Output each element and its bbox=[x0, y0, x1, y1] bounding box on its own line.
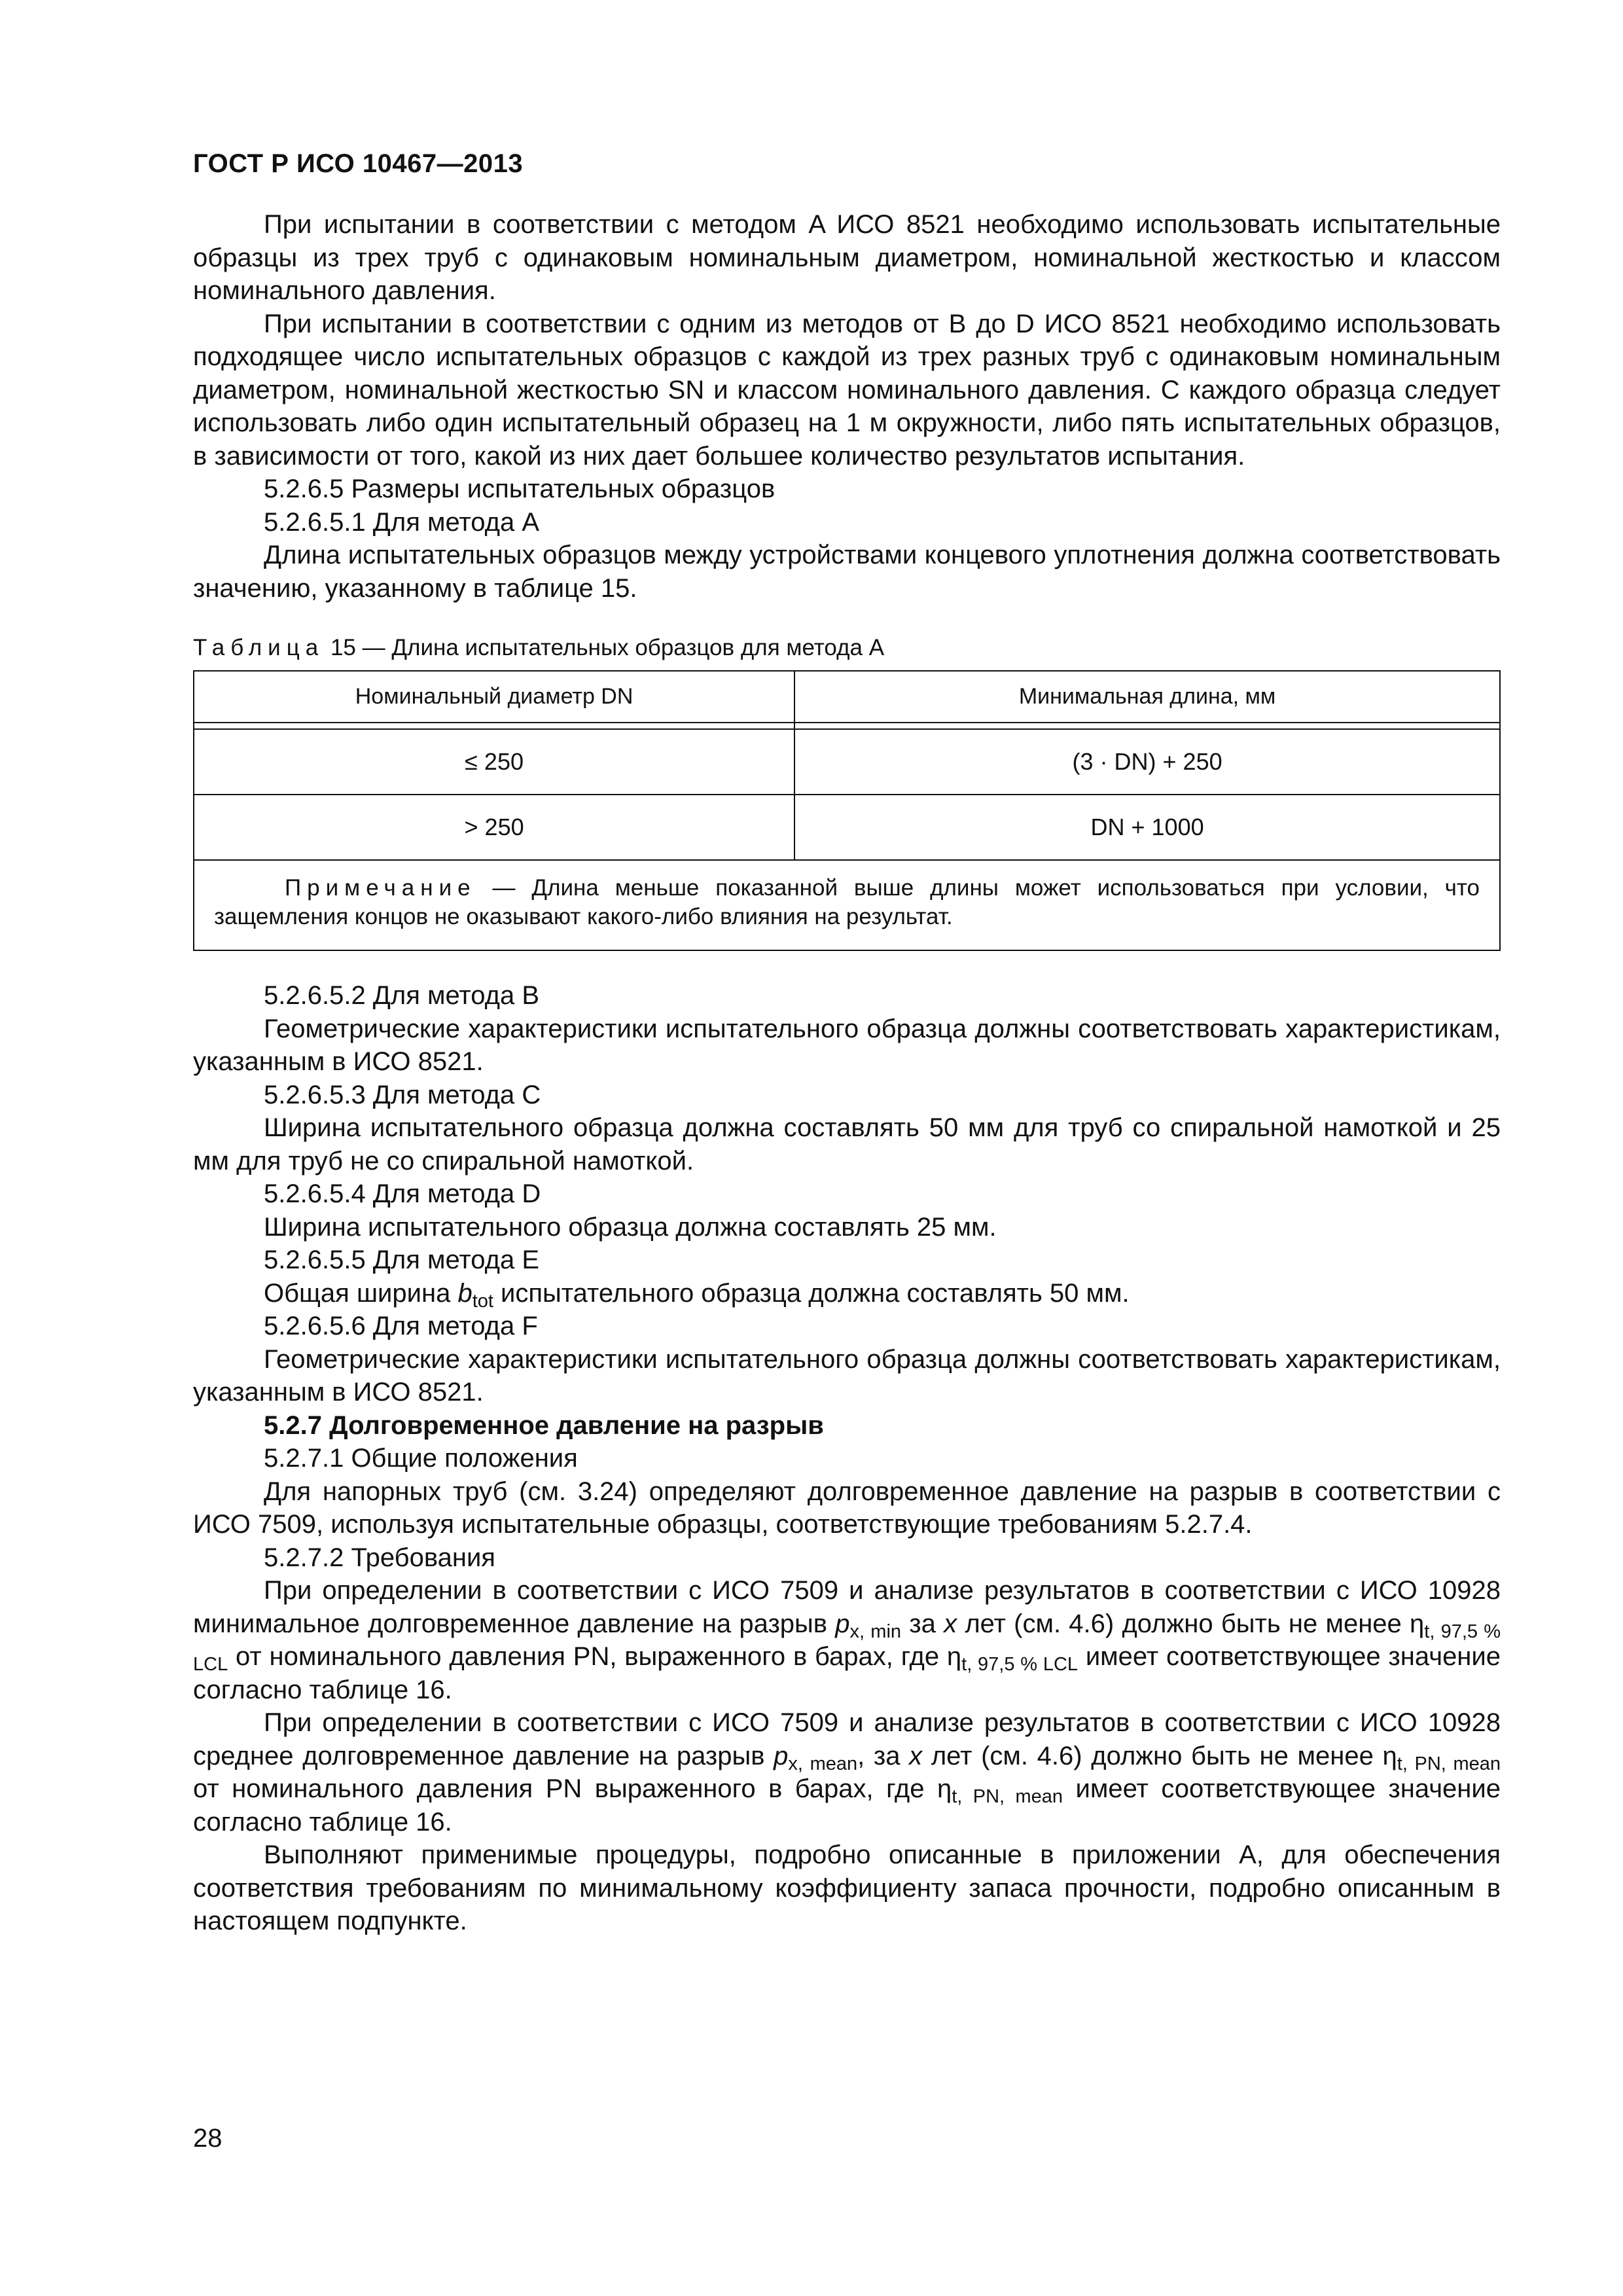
variable-b: b bbox=[457, 1278, 473, 1308]
table-row bbox=[194, 795, 1500, 860]
paragraph: Ширина испытательного образца должна составлять 25 мм. bbox=[264, 1212, 997, 1242]
section-heading: 5.2.7.2 Требования bbox=[264, 1543, 495, 1572]
section-heading: 5.2.6.5.2 Для метода B bbox=[264, 981, 540, 1010]
table-note-row bbox=[194, 860, 1500, 950]
table-caption-text: 15 — Длина испытательных образцов для метода A bbox=[324, 635, 885, 660]
section-heading: 5.2.7.1 Общие положения bbox=[264, 1444, 578, 1473]
column-header-length: Минимальная длина, мм bbox=[794, 671, 1500, 723]
paragraph: Длина испытательных образцов между устройствами концевого уплотнения должна соответствовать значению, указанному в таблице 15. bbox=[193, 541, 1501, 603]
paragraph: Для напорных труб (см. 3.24) определяют долговременное давление на разрыв в соответствии с ИСО 7509, используя испытательные образцы, соответствующие требованиям 5.2.7.4. bbox=[193, 1477, 1501, 1539]
paragraph: Геометрические характеристики испытательного образца должны соответствовать характеристикам, указанным в ИСО 8521. bbox=[193, 1014, 1501, 1076]
cell-dn: ≤ 250 bbox=[194, 729, 794, 795]
text-block-top bbox=[193, 208, 1501, 605]
section-heading: 5.2.6.5.5 Для метода E bbox=[264, 1246, 540, 1274]
paragraph: Выполняют применимые процедуры, подробно описанные в приложении A, для обеспечения соответствия требованиям по минимальному коэффициенту запаса прочности, подробно описанным в настоящем подпункте. bbox=[193, 1840, 1501, 1935]
paragraph: При определении в соответствии с ИСО 7509 и анализе результатов в соответствии с ИСО 10928 среднее долговременное давление на разрыв $p_{x, mean}$, за x лет (см. 4.6) должно быть не менее $\eta_{t, PN, mean}$ от номинального давления PN выраженного в барах, где $\eta_{t, PN, mean}$ имеет соответствующее значение согласно таблице 16. bbox=[193, 1708, 1501, 1837]
cell-dn: > 250 bbox=[194, 795, 794, 860]
section-heading: 5.2.6.5.1 Для метода A bbox=[264, 507, 540, 537]
column-header-dn: Номинальный диаметр DN bbox=[194, 671, 794, 723]
cell-length: DN + 1000 bbox=[794, 795, 1500, 860]
section-heading: 5.2.6.5.3 Для метода C bbox=[264, 1080, 541, 1109]
table-caption bbox=[193, 634, 884, 662]
section-heading: 5.2.6.5.4 Для метода D bbox=[264, 1179, 541, 1208]
table-caption-word: Таблица bbox=[193, 635, 325, 660]
paragraph: При испытании в соответствии с методом A ИСО 8521 необходимо использовать испытательные образцы из трех труб с одинаковым номинальным диаметром, номинальной жесткостью и классом номинального давления. bbox=[193, 210, 1501, 305]
table-header-divider bbox=[194, 723, 1500, 729]
table-row bbox=[194, 729, 1500, 795]
table-note bbox=[194, 860, 1500, 950]
page-number: 28 bbox=[193, 2124, 223, 2153]
text-block-body bbox=[193, 979, 1501, 1938]
table-15 bbox=[193, 670, 1501, 951]
section-heading: 5.2.6.5 Размеры испытательных образцов bbox=[264, 475, 776, 503]
document-header: ГОСТ Р ИСО 10467—2013 bbox=[193, 149, 524, 178]
paragraph: Геометрические характеристики испытательного образца должны соответствовать характеристикам, указанным в ИСО 8521. bbox=[193, 1344, 1501, 1407]
paragraph: Общая ширина $b_{tot}$ испытательного образца должна составлять 50 мм. bbox=[264, 1278, 1130, 1312]
paragraph: При определении в соответствии с ИСО 7509 и анализе результатов в соответствии с ИСО 10928 минимальное долговременное давление на разрыв $p_{x, min}$ за x лет (см. 4.6) должно быть не менее $\eta_{t, 97,5 \% LCL}$ от номинального давления PN, выраженного в барах, где $\eta_{t, 97,5 \% LCL}$ имеет соответствующее значение согласно таблице 16. bbox=[193, 1576, 1501, 1704]
paragraph: Ширина испытательного образца должна составлять 50 мм для труб со спиральной намоткой и 25 мм для труб не со спиральной намоткой. bbox=[193, 1113, 1501, 1175]
section-heading: 5.2.6.5.6 Для метода F bbox=[264, 1312, 538, 1340]
note-text: — Длина меньше показанной выше длины может использоваться при условии, что защемления концов не оказывают какого-либо влияния на результат. bbox=[214, 875, 1480, 929]
table-header-row bbox=[194, 671, 1500, 723]
cell-length: (3 · DN) + 250 bbox=[794, 729, 1500, 795]
section-heading-bold: 5.2.7 Долговременное давление на разрыв bbox=[264, 1410, 824, 1440]
note-label: Примечание bbox=[285, 875, 476, 901]
paragraph: При испытании в соответствии с одним из методов от B до D ИСО 8521 необходимо использовать подходящее число испытательных образцов с каждой из трех разных труб с одинаковым номинальным диаметром, номинальной жесткостью SN и классом номинального давления. С каждого образца следует использовать либо один испытательный образец на 1 м окружности, либо пять испытательных образцов, в зависимости от того, какой из них дает большее количество результатов испытания. bbox=[193, 309, 1501, 471]
